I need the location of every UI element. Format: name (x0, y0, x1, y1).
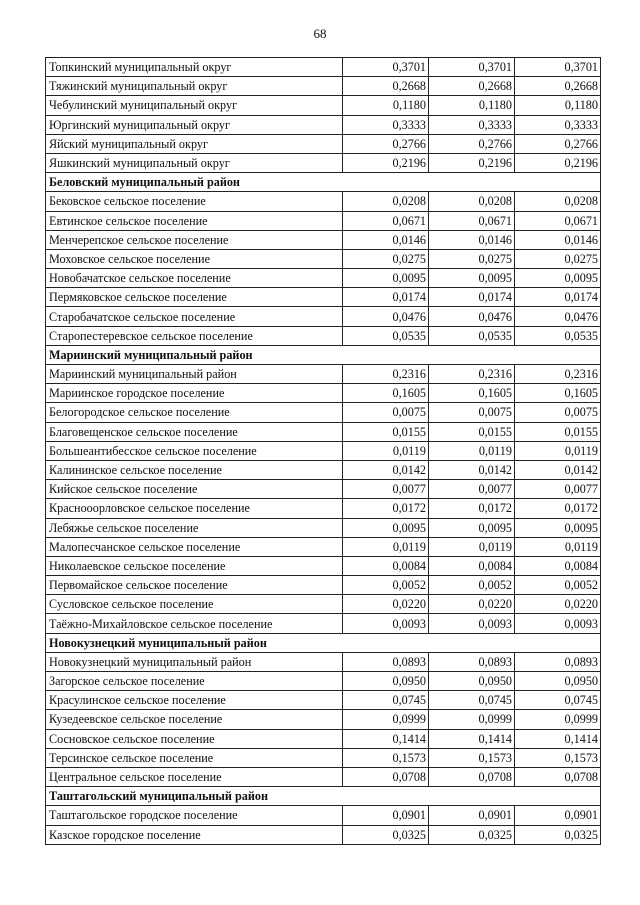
value-cell-3: 0,0095 (515, 269, 601, 288)
municipality-name-cell: Яшкинский муниципальный округ (46, 153, 343, 172)
value-cell-3: 0,0708 (515, 767, 601, 786)
municipality-name-cell: Кузедеевское сельское поселение (46, 710, 343, 729)
value-cell-3: 0,0146 (515, 230, 601, 249)
value-cell-1: 0,0093 (343, 614, 429, 633)
value-cell-1: 0,0275 (343, 249, 429, 268)
value-cell-2: 0,0119 (429, 441, 515, 460)
table-row (46, 269, 601, 288)
value-cell-1: 0,1573 (343, 748, 429, 767)
table-row (46, 192, 601, 211)
value-cell-3: 0,0208 (515, 192, 601, 211)
value-cell-1: 0,0901 (343, 806, 429, 825)
value-cell-1: 0,1180 (343, 96, 429, 115)
value-cell-3: 0,2766 (515, 134, 601, 153)
municipality-name-cell: Пермяковское сельское поселение (46, 288, 343, 307)
municipality-name-cell: Старобачатское сельское поселение (46, 307, 343, 326)
table-row (46, 518, 601, 537)
value-cell-1: 0,0172 (343, 499, 429, 518)
value-cell-2: 0,0155 (429, 422, 515, 441)
table-row (46, 153, 601, 172)
section-title: Мариинский муниципальный район (46, 345, 601, 364)
table-row (46, 384, 601, 403)
value-cell-3: 0,0093 (515, 614, 601, 633)
section-title: Новокузнецкий муниципальный район (46, 633, 601, 652)
value-cell-2: 0,2668 (429, 77, 515, 96)
value-cell-2: 0,0095 (429, 269, 515, 288)
value-cell-1: 0,0142 (343, 460, 429, 479)
value-cell-2: 0,2316 (429, 365, 515, 384)
table-body (46, 58, 601, 845)
table-row (46, 556, 601, 575)
value-cell-2: 0,0745 (429, 691, 515, 710)
municipality-name-cell: Сусловское сельское поселение (46, 595, 343, 614)
value-cell-2: 0,1573 (429, 748, 515, 767)
table-row (46, 307, 601, 326)
table-row (46, 326, 601, 345)
value-cell-1: 0,0708 (343, 767, 429, 786)
value-cell-1: 0,1414 (343, 729, 429, 748)
municipality-name-cell: Большеантибесское сельское поселение (46, 441, 343, 460)
section-title: Таштагольский муниципальный район (46, 787, 601, 806)
value-cell-3: 0,0172 (515, 499, 601, 518)
value-cell-1: 0,2196 (343, 153, 429, 172)
value-cell-3: 0,0671 (515, 211, 601, 230)
table-row (46, 576, 601, 595)
value-cell-1: 0,0119 (343, 537, 429, 556)
value-cell-2: 0,0476 (429, 307, 515, 326)
table-row (46, 595, 601, 614)
table-row (46, 614, 601, 633)
value-cell-1: 0,0095 (343, 269, 429, 288)
municipality-name-cell: Таёжно-Михайловское сельское поселение (46, 614, 343, 633)
value-cell-3: 0,2668 (515, 77, 601, 96)
table-row (46, 825, 601, 844)
municipality-name-cell: Белогородское сельское поселение (46, 403, 343, 422)
table-row (46, 211, 601, 230)
table-row (46, 403, 601, 422)
page-number: 68 (313, 26, 327, 41)
value-cell-3: 0,0893 (515, 652, 601, 671)
table-row (46, 58, 601, 77)
municipality-name-cell: Благовещенское сельское поселение (46, 422, 343, 441)
municipality-name-cell: Старопестеревское сельское поселение (46, 326, 343, 345)
value-cell-3: 0,3333 (515, 115, 601, 134)
section-header-row (46, 633, 601, 652)
value-cell-3: 0,0901 (515, 806, 601, 825)
municipality-name-cell: Яйский муниципальный округ (46, 134, 343, 153)
value-cell-1: 0,0535 (343, 326, 429, 345)
value-cell-2: 0,0093 (429, 614, 515, 633)
value-cell-2: 0,1605 (429, 384, 515, 403)
municipality-name-cell: Краснооорловское сельское поселение (46, 499, 343, 518)
municipality-name-cell: Новобачатское сельское поселение (46, 269, 343, 288)
value-cell-2: 0,0146 (429, 230, 515, 249)
value-cell-3: 0,0745 (515, 691, 601, 710)
value-cell-3: 0,0095 (515, 518, 601, 537)
table-row (46, 230, 601, 249)
value-cell-3: 0,0275 (515, 249, 601, 268)
value-cell-1: 0,0208 (343, 192, 429, 211)
value-cell-1: 0,0084 (343, 556, 429, 575)
value-cell-3: 0,0142 (515, 460, 601, 479)
table-row (46, 96, 601, 115)
value-cell-1: 0,0077 (343, 480, 429, 499)
table-row (46, 710, 601, 729)
value-cell-2: 0,1414 (429, 729, 515, 748)
value-cell-2: 0,2196 (429, 153, 515, 172)
table-row (46, 806, 601, 825)
table-row (46, 422, 601, 441)
section-header-row (46, 787, 601, 806)
value-cell-3: 0,1605 (515, 384, 601, 403)
value-cell-3: 0,0075 (515, 403, 601, 422)
value-cell-3: 0,2316 (515, 365, 601, 384)
value-cell-1: 0,0999 (343, 710, 429, 729)
municipality-name-cell: Первомайское сельское поселение (46, 576, 343, 595)
table-row (46, 480, 601, 499)
value-cell-3: 0,0325 (515, 825, 601, 844)
value-cell-2: 0,0208 (429, 192, 515, 211)
municipality-name-cell: Центральное сельское поселение (46, 767, 343, 786)
municipality-name-cell: Таштагольское городское поселение (46, 806, 343, 825)
value-cell-1: 0,0671 (343, 211, 429, 230)
value-cell-3: 0,0950 (515, 672, 601, 691)
value-cell-1: 0,0220 (343, 595, 429, 614)
value-cell-1: 0,0155 (343, 422, 429, 441)
table-row (46, 460, 601, 479)
value-cell-1: 0,0119 (343, 441, 429, 460)
value-cell-2: 0,0174 (429, 288, 515, 307)
value-cell-3: 0,0999 (515, 710, 601, 729)
value-cell-3: 0,0084 (515, 556, 601, 575)
value-cell-3: 0,1414 (515, 729, 601, 748)
value-cell-3: 0,0052 (515, 576, 601, 595)
value-cell-3: 0,0155 (515, 422, 601, 441)
municipality-name-cell: Красулинское сельское поселение (46, 691, 343, 710)
value-cell-3: 0,1180 (515, 96, 601, 115)
value-cell-2: 0,0052 (429, 576, 515, 595)
section-header-row (46, 173, 601, 192)
value-cell-2: 0,0893 (429, 652, 515, 671)
table-row (46, 537, 601, 556)
value-cell-1: 0,0052 (343, 576, 429, 595)
value-cell-2: 0,0119 (429, 537, 515, 556)
table-row (46, 249, 601, 268)
value-cell-1: 0,0950 (343, 672, 429, 691)
value-cell-2: 0,0075 (429, 403, 515, 422)
value-cell-1: 0,2316 (343, 365, 429, 384)
municipality-name-cell: Бековское сельское поселение (46, 192, 343, 211)
table-row (46, 729, 601, 748)
value-cell-3: 0,2196 (515, 153, 601, 172)
value-cell-2: 0,3701 (429, 58, 515, 77)
municipality-name-cell: Юргинский муниципальный округ (46, 115, 343, 134)
municipality-name-cell: Моховское сельское поселение (46, 249, 343, 268)
value-cell-1: 0,2668 (343, 77, 429, 96)
value-cell-3: 0,0174 (515, 288, 601, 307)
municipality-name-cell: Терсинское сельское поселение (46, 748, 343, 767)
value-cell-1: 0,0174 (343, 288, 429, 307)
municipality-name-cell: Евтинское сельское поселение (46, 211, 343, 230)
value-cell-3: 0,0119 (515, 537, 601, 556)
section-title: Беловский муниципальный район (46, 173, 601, 192)
municipality-name-cell: Новокузнецкий муниципальный район (46, 652, 343, 671)
table-row (46, 441, 601, 460)
value-cell-2: 0,0275 (429, 249, 515, 268)
municipality-name-cell: Сосновское сельское поселение (46, 729, 343, 748)
value-cell-1: 0,0075 (343, 403, 429, 422)
table-row (46, 115, 601, 134)
municipality-name-cell: Мариинский муниципальный район (46, 365, 343, 384)
value-cell-2: 0,0999 (429, 710, 515, 729)
municipality-name-cell: Калининское сельское поселение (46, 460, 343, 479)
value-cell-1: 0,3701 (343, 58, 429, 77)
value-cell-2: 0,0220 (429, 595, 515, 614)
value-cell-2: 0,0901 (429, 806, 515, 825)
municipality-name-cell: Загорское сельское поселение (46, 672, 343, 691)
section-header-row (46, 345, 601, 364)
value-cell-2: 0,1180 (429, 96, 515, 115)
table-row (46, 134, 601, 153)
value-cell-2: 0,0084 (429, 556, 515, 575)
municipality-name-cell: Малопесчанское сельское поселение (46, 537, 343, 556)
value-cell-2: 0,0077 (429, 480, 515, 499)
value-cell-2: 0,0950 (429, 672, 515, 691)
value-cell-3: 0,3701 (515, 58, 601, 77)
municipality-name-cell: Тяжинский муниципальный округ (46, 77, 343, 96)
allocation-table (45, 57, 601, 845)
value-cell-2: 0,0535 (429, 326, 515, 345)
municipality-name-cell: Менчерепское сельское поселение (46, 230, 343, 249)
municipality-name-cell: Лебяжье сельское поселение (46, 518, 343, 537)
table-row (46, 365, 601, 384)
value-cell-1: 0,0476 (343, 307, 429, 326)
table-row (46, 499, 601, 518)
value-cell-2: 0,3333 (429, 115, 515, 134)
value-cell-2: 0,0708 (429, 767, 515, 786)
value-cell-1: 0,3333 (343, 115, 429, 134)
table-row (46, 672, 601, 691)
municipality-name-cell: Казское городское поселение (46, 825, 343, 844)
value-cell-1: 0,0146 (343, 230, 429, 249)
table-row (46, 652, 601, 671)
municipality-name-cell: Мариинское городское поселение (46, 384, 343, 403)
value-cell-1: 0,0095 (343, 518, 429, 537)
value-cell-1: 0,0325 (343, 825, 429, 844)
value-cell-2: 0,0325 (429, 825, 515, 844)
municipality-name-cell: Чебулинский муниципальный округ (46, 96, 343, 115)
table-row (46, 748, 601, 767)
value-cell-3: 0,0119 (515, 441, 601, 460)
table-row (46, 691, 601, 710)
value-cell-3: 0,0220 (515, 595, 601, 614)
value-cell-1: 0,0893 (343, 652, 429, 671)
value-cell-2: 0,0172 (429, 499, 515, 518)
table-row (46, 767, 601, 786)
value-cell-3: 0,0476 (515, 307, 601, 326)
value-cell-3: 0,1573 (515, 748, 601, 767)
value-cell-3: 0,0535 (515, 326, 601, 345)
value-cell-3: 0,0077 (515, 480, 601, 499)
municipality-name-cell: Кийское сельское поселение (46, 480, 343, 499)
municipality-name-cell: Топкинский муниципальный округ (46, 58, 343, 77)
table-row (46, 288, 601, 307)
municipality-name-cell: Николаевское сельское поселение (46, 556, 343, 575)
value-cell-2: 0,0095 (429, 518, 515, 537)
table-row (46, 77, 601, 96)
value-cell-1: 0,2766 (343, 134, 429, 153)
value-cell-2: 0,2766 (429, 134, 515, 153)
value-cell-2: 0,0671 (429, 211, 515, 230)
value-cell-1: 0,0745 (343, 691, 429, 710)
value-cell-1: 0,1605 (343, 384, 429, 403)
value-cell-2: 0,0142 (429, 460, 515, 479)
